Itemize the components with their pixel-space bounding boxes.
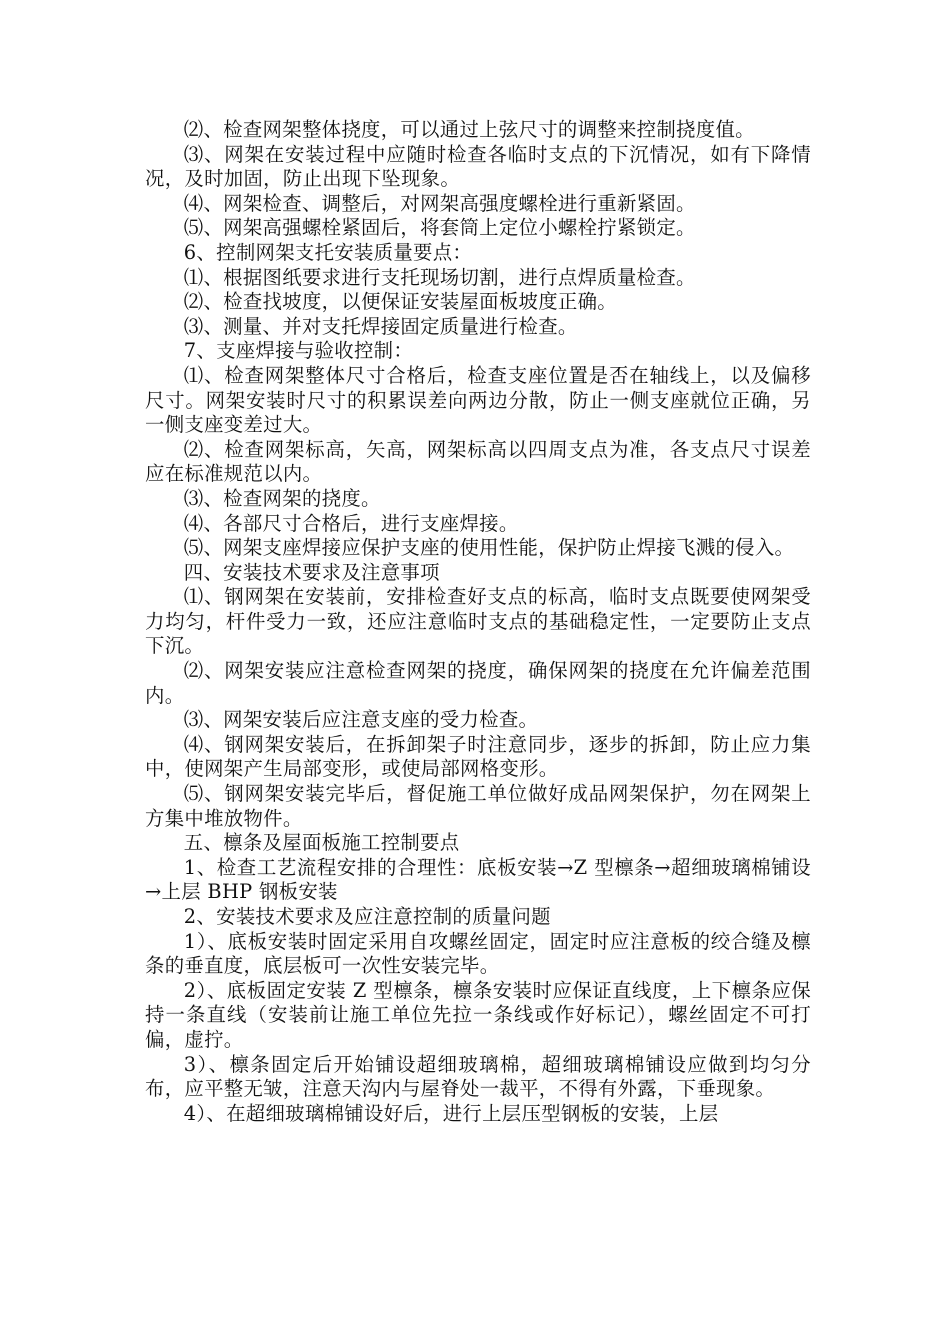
document-body: [145, 118, 811, 1126]
section-heading: 2、安装技术要求及应注意控制的质量问题: [183, 905, 551, 928]
section-heading: 四、安装技术要求及注意事项: [183, 560, 440, 584]
paragraph: ⑶、网架在安装过程中应随时检查各临时支点的下沉情况，如有下降情况，及时加固，防止出现下坠现象。: [145, 142, 811, 191]
paragraph: 1、检查工艺流程安排的合理性：底板安装→Z 型檩条→超细玻璃棉铺设→上层 BHP 钢板安装: [145, 855, 811, 904]
paragraph: ⑷、网架检查、调整后，对网架高强度螺栓进行重新紧固。: [183, 191, 696, 215]
paragraph: 4）、在超细玻璃棉铺设好后，进行上层压型钢板的安装，上层: [183, 1101, 719, 1125]
paragraph: ⑵、检查网架整体挠度，可以通过上弦尺寸的调整来控制挠度值。: [183, 118, 755, 141]
paragraph: ⑵、检查网架标高，矢高，网架标高以四周支点为准，各支点尺寸误差应在标准规范以内。: [145, 437, 811, 486]
paragraph: ⑸、网架支座焊接应保护支座的使用性能，保护防止焊接飞溅的侵入。: [183, 536, 795, 560]
paragraph: ⑴、检查网架整体尺寸合格后，检查支座位置是否在轴线上，以及偏移尺寸。网架安装时尺寸的积累误差向两边分散，防止一侧支座就位正确，另一侧支座变差过大。: [145, 363, 811, 437]
paragraph: ⑶、网架安装后应注意支座的受力检查。: [183, 708, 539, 732]
paragraph: 3）、檩条固定后开始铺设超细玻璃棉，超细玻璃棉铺设应做到均匀分布，应平整无皱，注意天沟内与屋脊处一裁平，不得有外露，下垂现象。: [145, 1052, 811, 1101]
paragraph: ⑶、测量、并对支托焊接固定质量进行检查。: [183, 314, 578, 338]
section-heading: 五、檩条及屋面板施工控制要点: [183, 831, 460, 855]
section-heading: 6、控制网架支托安装质量要点：: [183, 240, 473, 264]
paragraph: ⑸、网架高强螺栓紧固后，将套筒上定位小螺栓拧紧锁定。: [183, 216, 696, 240]
paragraph: 1）、底板安装时固定采用自攻螺丝固定，固定时应注意板的绞合缝及檩条的垂直度，底层板可一次性安装完毕。: [145, 929, 811, 978]
paragraph: 2）、底板固定安装 Z 型檩条，檩条安装时应保证直线度，上下檩条应保持一条直线（安装前让施工单位先拉一条线或作好标记），螺丝固定不可打偏，虚拧。: [145, 978, 811, 1051]
paragraph: ⑷、各部尺寸合格后，进行支座焊接。: [183, 511, 519, 535]
section-heading: 7、支座焊接与验收控制：: [183, 339, 414, 363]
paragraph: ⑸、钢网架安装完毕后，督促施工单位做好成品网架保护，勿在网架上方集中堆放物件。: [145, 782, 811, 830]
paragraph: ⑷、钢网架安装后，在拆卸架子时注意同步，逐步的拆卸，防止应力集中，使网架产生局部变形，或使局部网格变形。: [145, 732, 811, 781]
paragraph: ⑵、检查找坡度，以便保证安装屋面板坡度正确。: [183, 290, 617, 314]
paragraph: ⑶、检查网架的挠度。: [183, 486, 381, 510]
paragraph: ⑴、根据图纸要求进行支托现场切割，进行点焊质量检查。: [183, 265, 696, 289]
paragraph: ⑵、网架安装应注意检查网架的挠度，确保网架的挠度在允许偏差范围内。: [145, 659, 811, 707]
paragraph: ⑴、钢网架在安装前，安排检查好支点的标高，临时支点既要使网架受力均匀，杆件受力一致，还应注意临时支点的基础稳定性，一定要防止支点下沉。: [145, 585, 811, 658]
